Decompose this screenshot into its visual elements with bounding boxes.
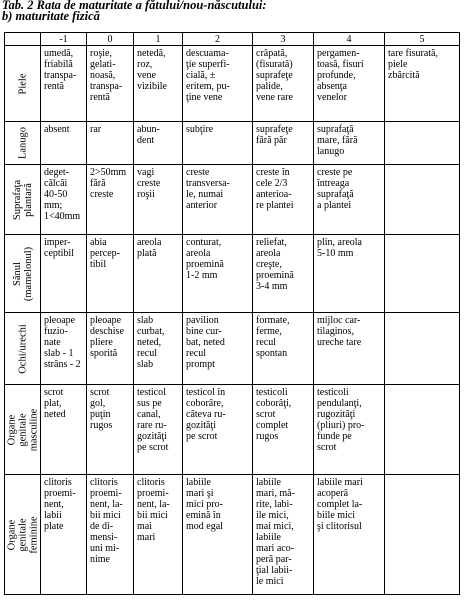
table-cell: vagi creste roşii xyxy=(134,165,183,235)
row-label-cell xyxy=(5,475,41,595)
table-cell: umedă, friabilă transpa- rentă xyxy=(41,46,87,122)
table-cell: testicoli coborâţi, scrot complet rugos xyxy=(253,385,314,475)
table-cell: pergamen- toasă, fisuri profunde, absenţa venelor xyxy=(314,46,385,122)
table-cell xyxy=(385,122,460,165)
column-header: 3 xyxy=(253,33,314,46)
title-line-1: Tab. 2 Rata de maturitate a fătului/nou-născutului: xyxy=(2,0,267,12)
row-label: Piele xyxy=(17,73,28,94)
table-row xyxy=(5,313,460,385)
table-cell: labiile mari, mă- rite, labi- ile mici, mai mici, labiile mari aco- peră par- ţial labii- le mici xyxy=(253,475,314,595)
header-row xyxy=(5,33,460,46)
table-cell: abia percep- tibil xyxy=(87,235,134,313)
column-header: 4 xyxy=(314,33,385,46)
table-cell: creste în cele 2/3 anterioa- re plantei xyxy=(253,165,314,235)
table-cell: testicoli pendulanţi, rugozităţi (pliuri) pro- funde pe scrot xyxy=(314,385,385,475)
table-cell: clitoris proemi- nent, la- bii mici de di- mensi- uni mi- nime xyxy=(87,475,134,595)
table-cell xyxy=(385,165,460,235)
table-row xyxy=(5,46,460,122)
row-label: Organe genitale masculine xyxy=(6,408,39,451)
row-label-cell xyxy=(5,165,41,235)
column-header: 2 xyxy=(183,33,253,46)
table-cell: creste pe întreaga suprafaţă a plantei xyxy=(314,165,385,235)
row-label: Sânul (mamelonul) xyxy=(11,246,34,301)
column-header: -1 xyxy=(41,33,87,46)
row-label-cell xyxy=(5,235,41,313)
table-cell: labiile mari acoperă complet la- biile mici şi clitorisul xyxy=(314,475,385,595)
table-row xyxy=(5,385,460,475)
table-cell xyxy=(385,475,460,595)
table-cell: mijloc car- tilaginos, ureche tare xyxy=(314,313,385,385)
row-label: Suprafaţa plantară xyxy=(11,179,34,220)
table-cell: descuama- ţie superfi- cială, ± eritem, pu- ţine vene xyxy=(183,46,253,122)
table-cell: formate, ferme, recul spontan xyxy=(253,313,314,385)
table-cell: suprafaţă mare, fără lanugo xyxy=(314,122,385,165)
table-cell xyxy=(385,385,460,475)
table-cell: reliefat, areola creşte, proemină 3-4 mm xyxy=(253,235,314,313)
table-cell: absent xyxy=(41,122,87,165)
table-cell: testicol sus pe canal, rare ru- gozităţi pe scrot xyxy=(134,385,183,475)
table-cell: pleoape fuzio- nate slab - 1 strâns - 2 xyxy=(41,313,87,385)
table-cell: deget- călcâi 40-50 mm; 1<40mm xyxy=(41,165,87,235)
table-cell: slab curbat, neted, recul slab xyxy=(134,313,183,385)
table-cell: creste transversa- le, numai anterior xyxy=(183,165,253,235)
table-cell xyxy=(385,235,460,313)
maturity-table xyxy=(4,32,460,595)
table-cell: scrot plat, neted xyxy=(41,385,87,475)
table-cell: rar xyxy=(87,122,134,165)
table-cell: areola plată xyxy=(134,235,183,313)
table-cell xyxy=(385,313,460,385)
table-cell: clitoris proemi- nent, labii plate xyxy=(41,475,87,595)
table-cell: subţire xyxy=(183,122,253,165)
table-cell: conturat, areola proemină 1-2 mm xyxy=(183,235,253,313)
column-header: 1 xyxy=(134,33,183,46)
corner-cell xyxy=(5,33,41,46)
row-label-cell xyxy=(5,385,41,475)
table-cell: tare fisurată, piele zbârcită xyxy=(385,46,460,122)
table-cell: pavilion bine cur- bat, neted recul prompt xyxy=(183,313,253,385)
table-cell: labiile mari şi mici pro- emină în mod egal xyxy=(183,475,253,595)
table-cell: pleoape deschise pliere sporită xyxy=(87,313,134,385)
column-header: 5 xyxy=(385,33,460,46)
row-label: Ochi/urechi xyxy=(17,323,28,374)
table-row xyxy=(5,475,460,595)
row-label: Organe genitale feminine xyxy=(6,515,39,554)
table-title xyxy=(2,0,462,22)
table-cell: testicol în coborâre, câteva ru- gozităţi pe scrot xyxy=(183,385,253,475)
row-label-cell xyxy=(5,46,41,122)
table-cell: netedă, roz, vene vizibile xyxy=(134,46,183,122)
table-cell: crăpată, (fisurată) suprafeţe palide, vene rare xyxy=(253,46,314,122)
table-cell: clitoris proemi- nent, la- bii mici mai mari xyxy=(134,475,183,595)
table-row xyxy=(5,165,460,235)
row-label-cell xyxy=(5,122,41,165)
table-row xyxy=(5,122,460,165)
table-cell: scrot gol, puţin rugos xyxy=(87,385,134,475)
table-cell: suprafeţe fără păr xyxy=(253,122,314,165)
table-cell: roşie, gelati- noasă, transpa- rentă xyxy=(87,46,134,122)
row-label-cell xyxy=(5,313,41,385)
table-cell: abun- dent xyxy=(134,122,183,165)
row-label: Lanugo xyxy=(17,126,28,160)
table-cell: 2>50mm fără creste xyxy=(87,165,134,235)
title-line-2: b) maturitate fizică xyxy=(2,9,100,23)
table-cell: plin, areola 5-10 mm xyxy=(314,235,385,313)
table-cell: imper- ceptibil xyxy=(41,235,87,313)
table-row xyxy=(5,235,460,313)
column-header: 0 xyxy=(87,33,134,46)
